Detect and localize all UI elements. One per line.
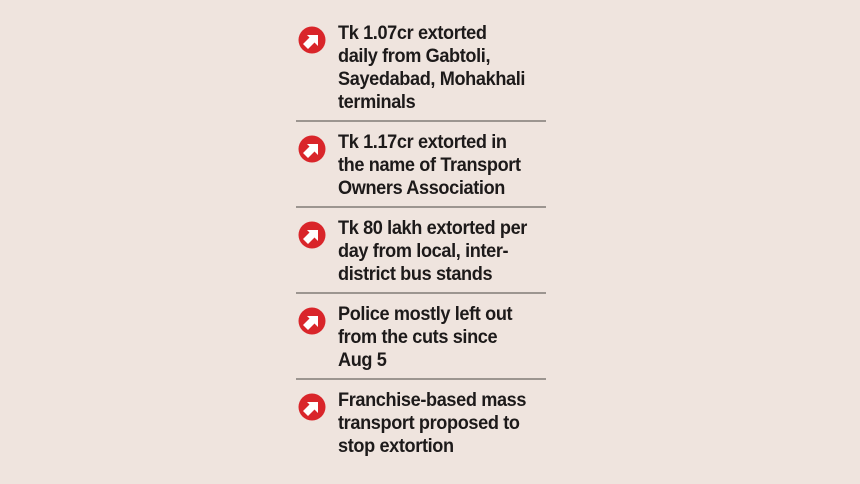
text-line: from the cuts since bbox=[338, 326, 498, 348]
text-line: Franchise-based mass bbox=[338, 389, 527, 411]
list-item-text bbox=[338, 131, 531, 200]
list-item bbox=[296, 22, 546, 120]
list-item-text bbox=[338, 217, 531, 286]
list-item bbox=[296, 120, 546, 206]
text-line: Tk 1.17cr extorted in bbox=[338, 131, 507, 153]
red-arrow-icon bbox=[298, 393, 326, 421]
red-arrow-icon bbox=[298, 135, 326, 163]
list-item bbox=[296, 292, 546, 378]
list-item bbox=[296, 206, 546, 292]
list-item-text bbox=[338, 389, 531, 458]
text-line: Sayedabad, Mohakhali bbox=[338, 68, 526, 90]
key-points-list bbox=[296, 22, 546, 464]
text-line: Aug 5 bbox=[338, 349, 387, 371]
text-line: terminals bbox=[338, 91, 416, 113]
list-item bbox=[296, 378, 546, 464]
text-line: Owners Association bbox=[338, 177, 505, 199]
list-item-text bbox=[338, 303, 531, 372]
text-line: day from local, inter- bbox=[338, 240, 509, 262]
list-item-text bbox=[338, 22, 531, 114]
red-arrow-icon bbox=[298, 26, 326, 54]
text-line: stop extortion bbox=[338, 435, 454, 457]
text-line: district bus stands bbox=[338, 263, 493, 285]
text-line: Police mostly left out bbox=[338, 303, 513, 325]
red-arrow-icon bbox=[298, 307, 326, 335]
text-line: the name of Transport bbox=[338, 154, 521, 176]
red-arrow-icon bbox=[298, 221, 326, 249]
text-line: Tk 1.07cr extorted bbox=[338, 22, 487, 44]
text-line: daily from Gabtoli, bbox=[338, 45, 491, 67]
text-line: transport proposed to bbox=[338, 412, 520, 434]
text-line: Tk 80 lakh extorted per bbox=[338, 217, 527, 239]
